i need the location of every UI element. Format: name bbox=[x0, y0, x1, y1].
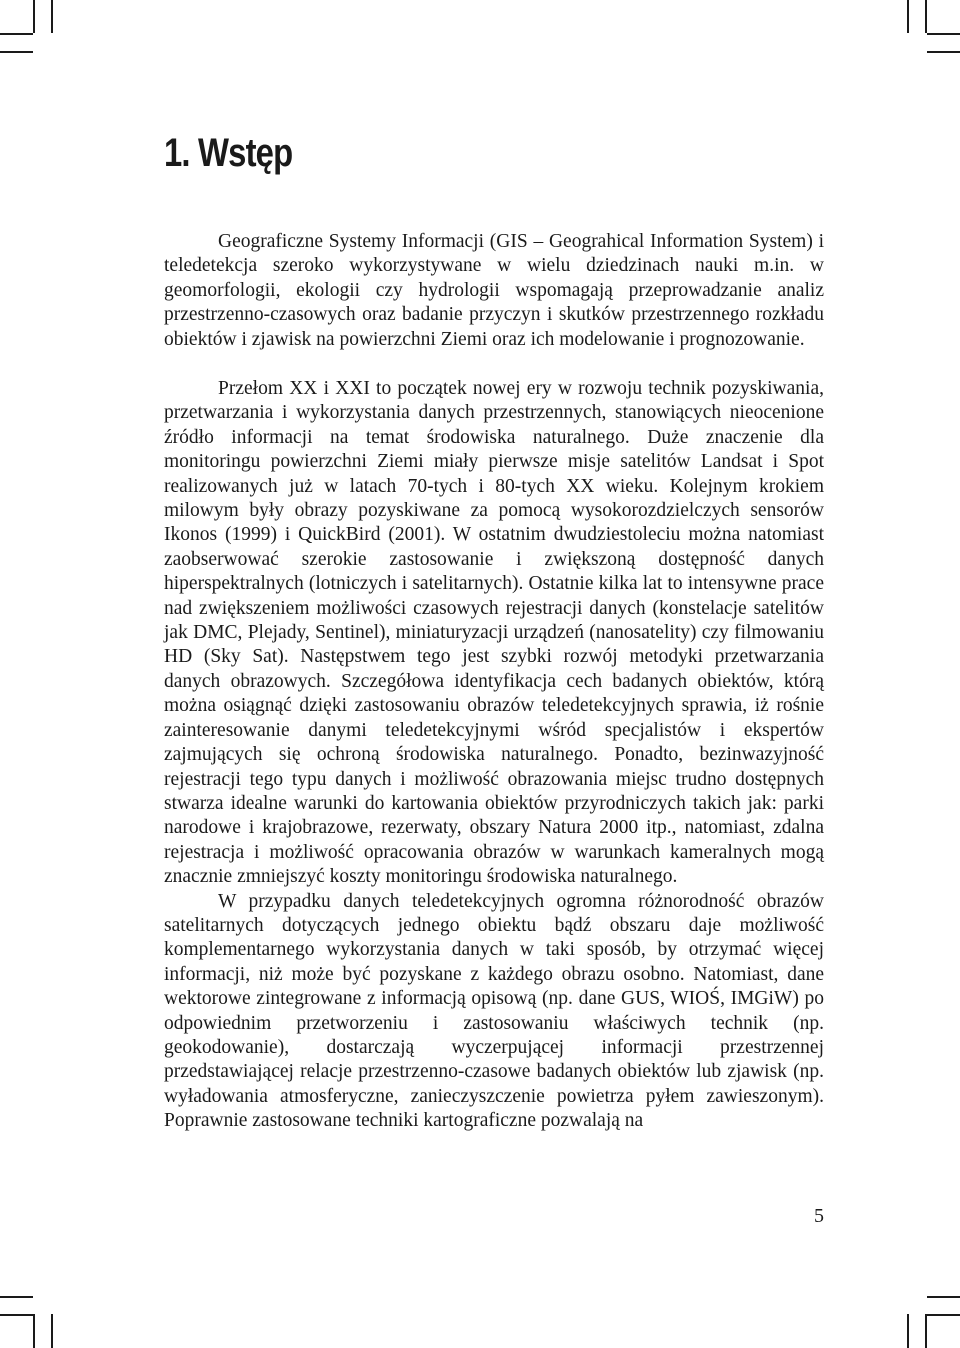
paragraph-remote-sensing-history: Przełom XX i XXI to początek nowej ery w rozwoju technik pozyskiwania, przetwarzania i wykorzystania danych przestrzennych, stanowiących nieocenione źródło informacji na temat środowiska naturalnego. Duże znaczenie dla monitoringu powierzchni Ziemi miały pierwsze misje satelitów Landsat i Spot realizowanych już w latach 70-tych i 80-tych XX wieku. Kolejnym krokiem milowym były obrazy pozyskiwane za pomocą wysokorozdzielczych sensorów Ikonos (1999) i QuickBird (2001). W ostatnim dwudziestoleciu można natomiast zaobserwować szerokie zastosowanie i zwiększoną dostępność danych hiperspektralnych (lotniczych i satelitarnych). Ostatnie kilka lat to intensywne prace nad zwiększeniem możliwości czasowych rejestracji danych (konstelacje satelitów jak DMC, Plejady, Sentinel), miniaturyzacji urządzeń (nanosatelity) czy filmowaniu HD (Sky Sat). Następstwem tego jest szybki rozwój metodyki przetwarzania danych obrazowych. Szczegółowa identyfikacja cech badanych obiektów, którą można osiągnąć dzięki zastosowaniu obrazów teledetekcyjnych sprawia, iż rośnie zainteresowanie danymi teledetekcyjnymi wśród specjalistów i ekspertów zajmujących się ochroną środowiska naturalnego. Ponadto, bezinwazyjność rejestracji tego typu danych i możliwość obrazowania miejsc trudno dostępnych stwarza idealne warunki do kartowania obiektów przyrodniczych takich jak: parki narodowe i krajobrazowe, rezerwaty, obszary Natura 2000 itp., natomiast, zdalna rejestracja i możliwość opracowania obrazów w warunkach kameralnych mogą znacznie zmniejszyć koszty monitoringu środowiska naturalnego. bbox=[164, 378, 824, 888]
crop-mark-bottom-right-vertical-outer bbox=[925, 1314, 927, 1348]
crop-mark-bottom-right-vertical bbox=[907, 1314, 909, 1348]
crop-mark-top-left-vertical-outer bbox=[51, 0, 53, 33]
crop-mark-bottom-right-horizontal bbox=[927, 1296, 960, 1298]
crop-mark-top-left-horizontal-outer bbox=[0, 51, 33, 53]
crop-mark-top-left-horizontal bbox=[0, 33, 33, 35]
crop-mark-top-right-horizontal-outer bbox=[927, 51, 960, 53]
crop-mark-top-right-horizontal bbox=[927, 33, 960, 35]
crop-mark-top-right-vertical-outer bbox=[925, 0, 927, 33]
paragraph-data-integration: W przypadku danych teledetekcyjnych ogromna różnorodność obrazów satelitarnych dotyczących jednego obiektu bądź obszaru daje możliwość komplementarnego wykorzystania danych w taki sposób, by otrzymać więcej informacji, niż może być pozyskane z każdego obrazu osobno. Natomiast, dane wektorowe zintegrowane z informacją opisową (np. dane GUS, WIOŚ, IMGiW) po odpowiednim przetworzeniu i zastosowaniu właściwych technik (np. geokodowanie), dostarczają wyczerpującej informacji przestrzennej przedstawiającej relacje przestrzenno-czasowe badanych obiektów lub zjawisk (np. wyładowania atmosferyczne, zanieczyszczenie powietrza pyłem zawieszonym). Poprawnie zastosowane techniki kartograficzne pozwalają na bbox=[164, 890, 824, 1132]
body-text-block bbox=[164, 377, 824, 1134]
intro-text-block bbox=[164, 230, 824, 352]
crop-mark-bottom-left-vertical bbox=[33, 1314, 35, 1348]
crop-mark-bottom-left-horizontal-outer bbox=[0, 1314, 33, 1316]
chapter-heading: 1. Wstęp bbox=[164, 131, 293, 175]
page-number: 5 bbox=[814, 1205, 824, 1227]
crop-mark-top-right-vertical bbox=[907, 0, 909, 33]
crop-mark-top-left-vertical bbox=[33, 0, 35, 33]
paragraph-gis-intro: Geograficzne Systemy Informacji (GIS – Geograhical Information System) i teledetekcja szeroko wykorzystywane w wielu dziedzinach nauki m.in. w geomorfologii, ekologii czy hydrologii wspomagają przeprowadzanie analiz przestrzenno-czasowych oraz badanie przyczyn i skutków przestrzennego rozkładu obiektów i zjawisk na powierzchni Ziemi oraz ich modelowanie i prognozowanie. bbox=[164, 231, 824, 350]
crop-mark-bottom-left-horizontal bbox=[0, 1296, 33, 1298]
crop-mark-bottom-right-horizontal-outer bbox=[927, 1314, 960, 1316]
crop-mark-bottom-left-vertical-outer bbox=[51, 1314, 53, 1348]
